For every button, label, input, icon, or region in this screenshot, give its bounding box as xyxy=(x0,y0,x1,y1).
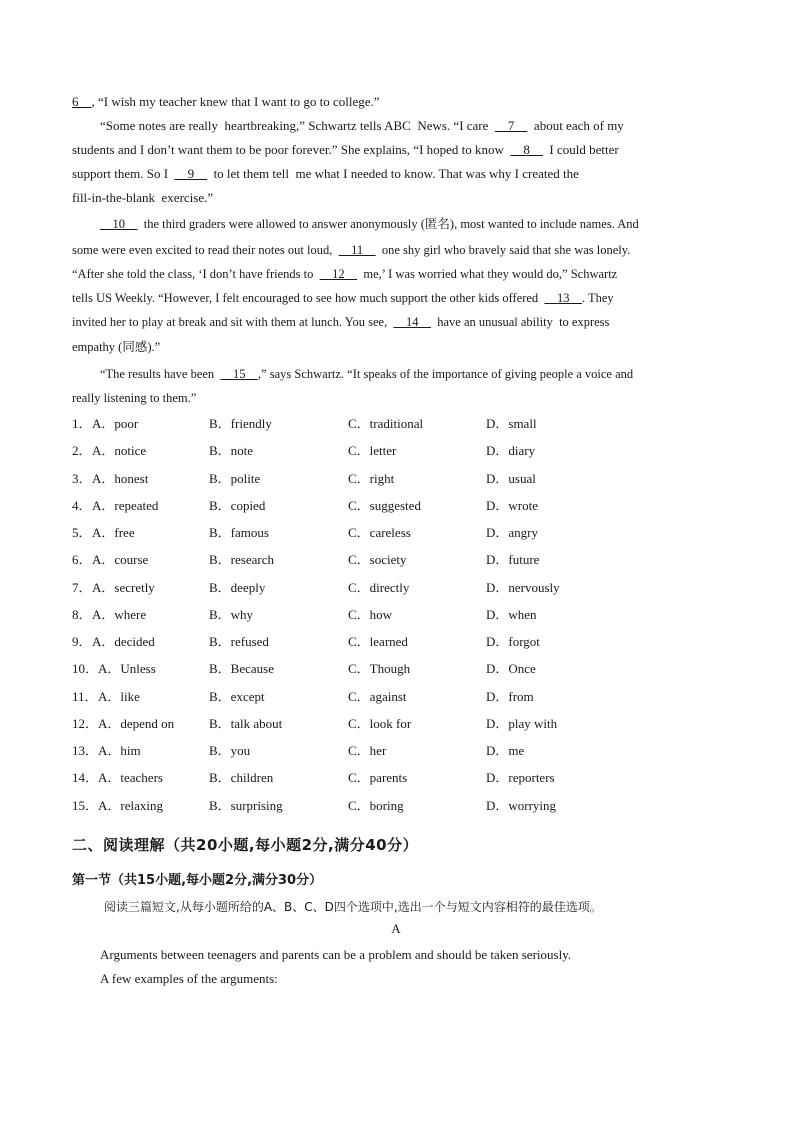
passage-label: A xyxy=(391,921,401,936)
option-b[interactable]: B．why xyxy=(209,606,254,622)
option-d[interactable]: D．worrying xyxy=(486,797,557,813)
option-c[interactable]: C．boring xyxy=(348,797,404,813)
option-a[interactable]: A．course xyxy=(92,552,149,568)
option-c[interactable]: C．society xyxy=(348,552,407,568)
option-b[interactable]: B．except xyxy=(209,688,265,704)
blank-6: 6 xyxy=(72,94,79,109)
passage-line-4: support them. So I 9 to let them tell me what I needed to know. That was why I created the xyxy=(72,166,579,181)
option-d[interactable]: D．me xyxy=(486,743,525,758)
blank-13: 13 xyxy=(556,291,570,305)
passage-line-3: students and I don’t want them to be poor forever.” She explains, “I hoped to know 8 I could better xyxy=(72,142,619,157)
option-c[interactable]: C．careless xyxy=(348,525,411,540)
option-a[interactable]: A．him xyxy=(98,743,141,758)
passage-line-5: fill-in-the-blank exercise.” xyxy=(72,190,214,205)
passage-a-line-1: Arguments between teenagers and parents can be a problem and should be taken seriously. xyxy=(100,947,572,962)
option-c[interactable]: C．suggested xyxy=(348,497,421,513)
part-title: 第一节（共15小题,每小题2分,满分30分） xyxy=(72,873,323,888)
option-b[interactable]: B．refused xyxy=(209,634,269,649)
question-number: 10． xyxy=(72,661,99,677)
passage-line-2: “Some notes are really heartbreaking,” Schwartz tells ABC News. “I care 7 about each of my xyxy=(100,118,624,133)
question-number: 4． xyxy=(72,497,92,513)
option-b[interactable]: B．note xyxy=(209,443,254,459)
option-c[interactable]: C．letter xyxy=(348,443,397,459)
option-b[interactable]: B．you xyxy=(209,743,251,758)
option-c[interactable]: C．how xyxy=(348,606,393,622)
question-number: 7． xyxy=(72,579,92,595)
blank-9: 9 xyxy=(187,166,195,181)
option-d[interactable]: D．future xyxy=(486,552,540,568)
option-b[interactable]: B．polite xyxy=(209,470,261,486)
option-d[interactable]: D．play with xyxy=(486,715,558,731)
option-a[interactable]: A．honest xyxy=(92,470,149,486)
blank-14: 14 xyxy=(405,315,419,329)
passage-line-8: “After she told the class, ‘I don’t have friends to 12 me,’ I was worried what they would do,” Schwartz xyxy=(72,267,618,281)
option-b[interactable]: B．talk about xyxy=(209,715,283,731)
option-c[interactable]: C．against xyxy=(348,688,407,704)
passage-line-10: invited her to play at break and sit with them at lunch. You see, 14 have an unusual ability to express xyxy=(72,315,610,329)
question-number: 6． xyxy=(72,552,92,568)
option-d[interactable]: D．small xyxy=(486,416,537,431)
option-d[interactable]: D．nervously xyxy=(486,579,560,595)
option-a[interactable]: A．free xyxy=(92,525,135,540)
option-a[interactable]: A．relaxing xyxy=(98,797,163,813)
question-number: 2． xyxy=(72,443,92,459)
section-title: 二、阅读理解（共20小题,每小题2分,满分40分） xyxy=(72,836,419,854)
question-number: 13． xyxy=(72,743,99,758)
option-a[interactable]: A．notice xyxy=(92,443,147,459)
option-a[interactable]: A．where xyxy=(92,606,147,622)
passage-line-13: really listening to them.” xyxy=(72,391,197,405)
blank-7: 7 xyxy=(507,118,515,133)
passage-line-11: empathy (同感).” xyxy=(72,340,161,354)
passage-line-9: tells US Weekly. “However, I felt encouraged to see how much support the other kids offered 13 . They xyxy=(72,291,614,305)
question-number: 9． xyxy=(72,634,92,649)
option-b[interactable]: B．children xyxy=(209,770,274,786)
option-c[interactable]: C．traditional xyxy=(348,416,424,431)
passage-line-7: some were even excited to read their notes out loud, 11 one shy girl who bravely said that she was lonely. xyxy=(72,243,631,257)
option-c[interactable]: C．parents xyxy=(348,770,408,786)
option-b[interactable]: B．research xyxy=(209,552,274,568)
passage-a-line-2: A few examples of the arguments: xyxy=(100,971,278,986)
option-a[interactable]: A．like xyxy=(98,688,140,704)
question-number: 15． xyxy=(72,797,99,813)
passage-line-1: 6 , “I wish my teacher knew that I want to go to college.” xyxy=(72,94,380,109)
option-c[interactable]: C．learned xyxy=(348,634,408,649)
option-d[interactable]: D．Once xyxy=(486,661,536,677)
blank-15: 15 xyxy=(232,367,246,381)
option-c[interactable]: C．look for xyxy=(348,715,412,731)
option-d[interactable]: D．angry xyxy=(486,525,538,540)
option-c[interactable]: C．directly xyxy=(348,579,410,595)
option-b[interactable]: B．deeply xyxy=(209,579,266,595)
option-d[interactable]: D．from xyxy=(486,688,534,704)
option-d[interactable]: D．forgot xyxy=(486,634,540,649)
option-b[interactable]: B．surprising xyxy=(209,797,283,813)
blank-11: 11 xyxy=(351,243,364,257)
option-d[interactable]: D．when xyxy=(486,606,537,622)
question-number: 5． xyxy=(72,525,92,540)
option-a[interactable]: A．decided xyxy=(92,634,155,649)
blank-10: 10 xyxy=(112,217,125,231)
question-number: 11． xyxy=(72,688,98,704)
question-number: 12． xyxy=(72,715,99,731)
question-number: 3． xyxy=(72,470,92,486)
option-b[interactable]: B．Because xyxy=(209,661,274,677)
question-number: 14． xyxy=(72,770,99,786)
option-d[interactable]: D．wrote xyxy=(486,497,538,513)
option-a[interactable]: A．poor xyxy=(92,416,139,431)
option-c[interactable]: C．her xyxy=(348,743,387,758)
option-a[interactable]: A．depend on xyxy=(98,715,175,731)
blank-8: 8 xyxy=(523,142,530,157)
option-a[interactable]: A．Unless xyxy=(98,661,156,677)
option-d[interactable]: D．reporters xyxy=(486,770,555,786)
option-a[interactable]: A．repeated xyxy=(92,497,159,513)
option-a[interactable]: A．teachers xyxy=(98,770,163,786)
option-c[interactable]: C．right xyxy=(348,470,395,486)
question-number: 1． xyxy=(72,416,92,431)
blank-12: 12 xyxy=(332,267,345,281)
option-a[interactable]: A．secretly xyxy=(92,579,155,595)
option-d[interactable]: D．usual xyxy=(486,470,536,486)
option-b[interactable]: B．friendly xyxy=(209,416,272,431)
instruction-text: 阅读三篇短文,从每小题所给的A、B、C、D四个选项中,选出一个与短文内容相符的最佳选项。 xyxy=(104,900,602,914)
option-b[interactable]: B．famous xyxy=(209,525,269,540)
option-d[interactable]: D．diary xyxy=(486,443,536,459)
passage-line-6: 10 the third graders were allowed to answer anonymously (匿名), most wanted to include names. And xyxy=(72,214,720,234)
question-number: 8． xyxy=(72,606,92,622)
passage-line-12: “The results have been 15 ,” says Schwartz. “It speaks of the importance of giving people a voice and xyxy=(100,367,634,381)
option-c[interactable]: C．Though xyxy=(348,661,411,677)
option-b[interactable]: B．copied xyxy=(209,497,266,513)
